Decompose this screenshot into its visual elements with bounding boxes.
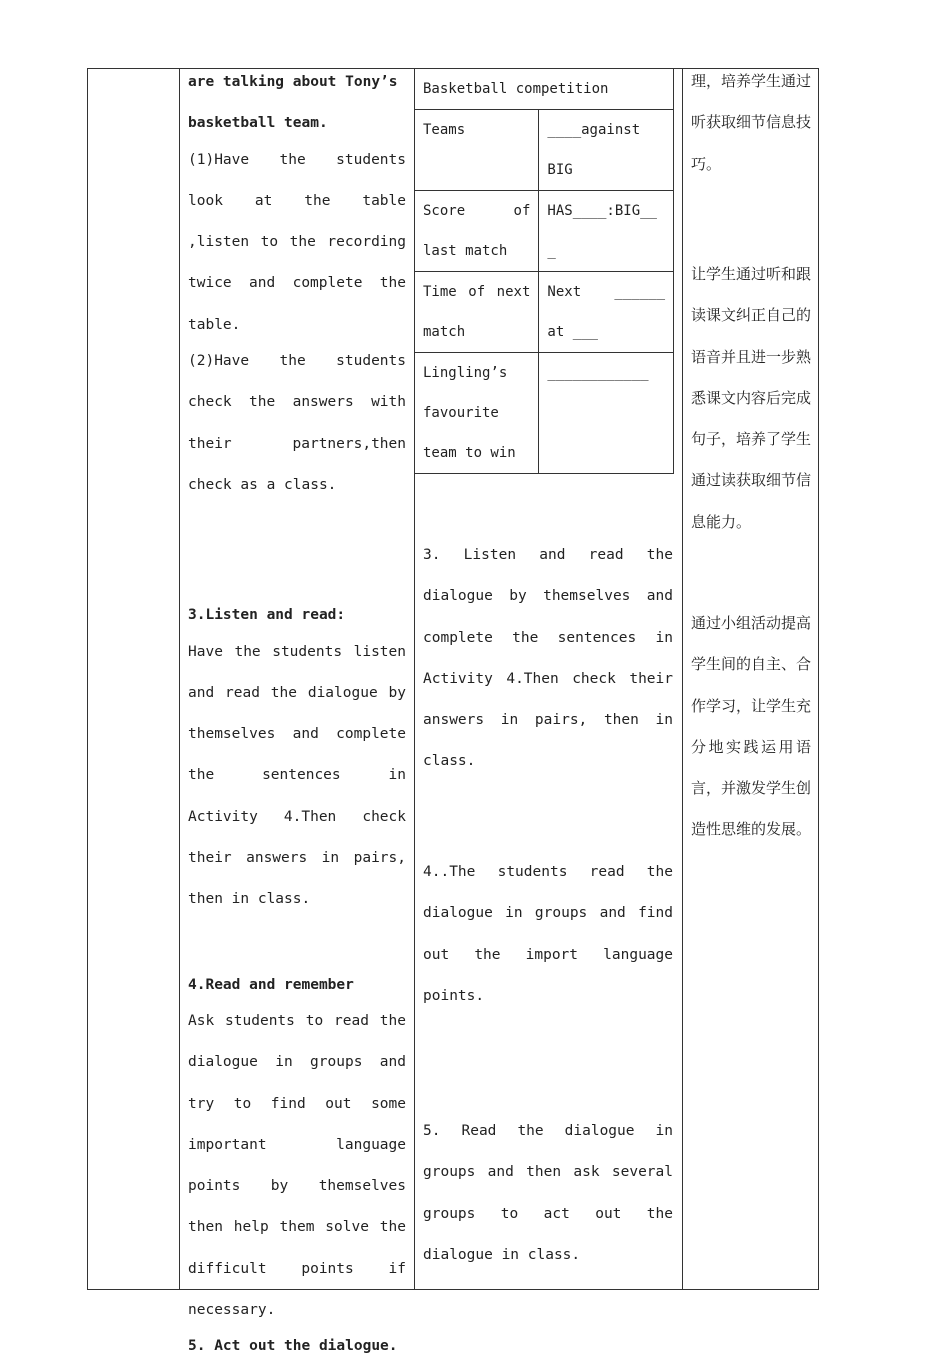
row-value: Next ______ at ___ [539,272,674,353]
table-row [415,272,674,353]
purpose-text-1: 理，培养学生通过听获取细节信息技巧。 [691,72,812,173]
purpose-block-3 [691,603,811,851]
purpose-block-2 [691,254,811,543]
table-row [415,110,674,191]
purpose-block-1 [691,61,811,185]
step-1-text: (1)Have the students look at the table ,listen to the recording twice and complete the table. [188,151,406,333]
section-3-heading: 3.Listen and read: [188,607,346,624]
activities-block-3 [423,535,673,783]
section-5-heading: 5. Act out the dialogue. [188,1338,398,1355]
table-row [415,69,674,110]
row-label: Time of next match [415,272,539,353]
section-3-text: Have the students listen and read the dialogue by themselves and complete the sentences in Activity 4.Then check their answers in pairs, then in class. [188,643,406,908]
activity-4-text: 4..The students read the dialogue in groups and find out the import language points. [423,864,673,1004]
row-value: HAS____:BIG___ [539,191,674,272]
activities-block-5 [423,1111,673,1276]
activity-3-text: 3. Listen and read the dialogue by themselves and complete the sentences in Activity 4.Then check their answers in pairs, then in class. [423,547,673,770]
procedure-column [188,62,406,1368]
table-title: Basketball competition [415,69,674,110]
activities-block-4 [423,852,673,1017]
intro-line-2: basketball team. [188,115,328,132]
row-label: Teams [415,110,539,191]
column-divider-1 [179,68,180,1290]
section-4-heading: 4.Read and remember [188,976,354,993]
purpose-text-2: 让学生通过听和跟读课文纠正自己的语音并且进一步熟悉课文内容后完成句子，培养了学生通过读获取细节信息能力。 [691,265,812,531]
table-row [415,353,674,474]
activity-5-text: 5. Read the dialogue in groups and then ask several groups to act out the dialogue in class. [423,1123,673,1263]
column-divider-3 [682,68,683,1290]
row-label: Score of last match [415,191,539,272]
table-row [415,191,674,272]
intro-line-1: are talking about Tony’s [188,74,398,90]
row-value: ____against BIG [539,110,674,191]
row-value: ____________ [539,353,674,474]
competition-table [414,68,674,474]
step-2-text: (2)Have the students check the answers with their partners,then check as a class. [188,353,406,493]
row-label: Lingling’s favourite team to win [415,353,539,474]
purpose-text-3: 通过小组活动提高学生间的自主、合作学习，让学生充分地实践运用语言，并激发学生创造性思维的发展。 [691,614,812,839]
section-4-text: Ask students to read the dialogue in groups and try to find out some important language points by themselves then help them solve the difficult points if necessary. [188,1012,406,1319]
